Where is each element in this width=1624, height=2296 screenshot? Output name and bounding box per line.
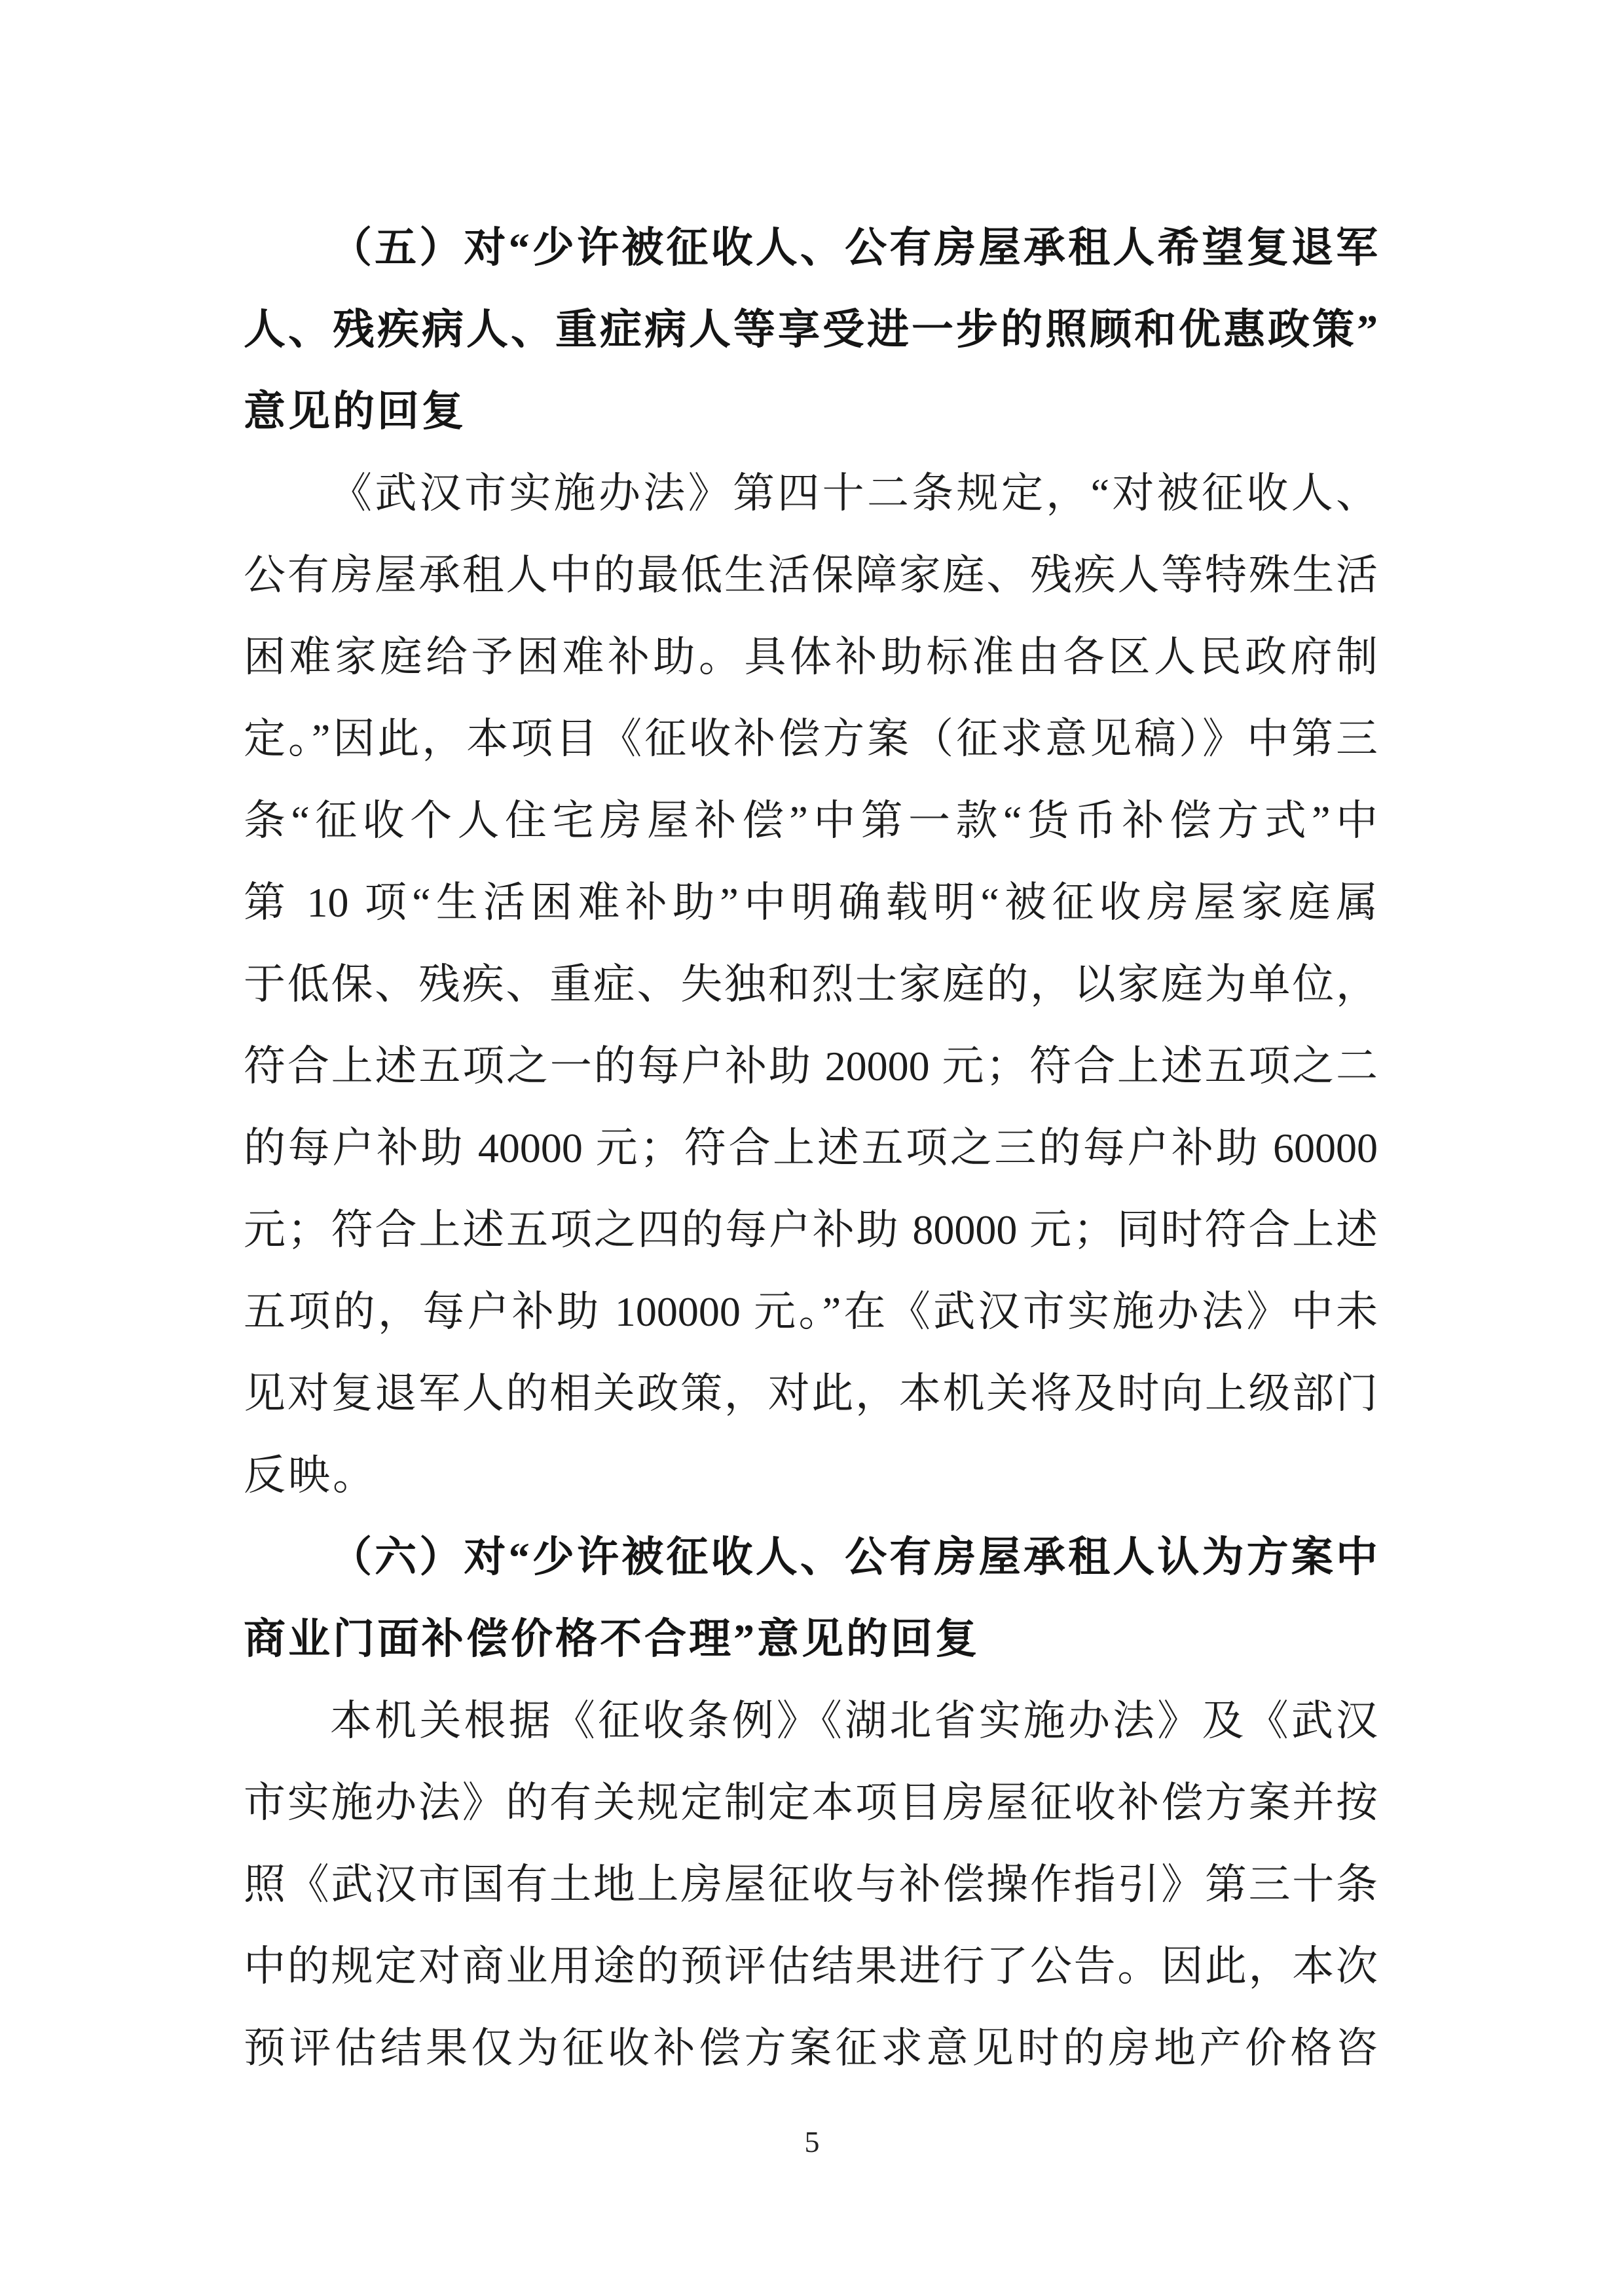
section-6-heading-line: （六）对“少许被征收人、公有房屋承租人认为方案中: [330, 1534, 1378, 1580]
paragraph-line: 符合上述五项之一的每户补助 20000 元；符合上述五项之二: [244, 1043, 1378, 1089]
section-6-heading-line: 商业门面补偿价格不合理”意见的回复: [244, 1616, 980, 1662]
paragraph-line: 反映。: [244, 1452, 377, 1499]
paragraph-line: 预评估结果仅为征收补偿方案征求意见时的房地产价格咨: [244, 2025, 1378, 2071]
paragraph-line: 市实施办法》的有关规定制定本项目房屋征收补偿方案并按: [244, 1779, 1378, 1826]
section-5-heading-line: 人、残疾病人、重症病人等享受进一步的照顾和优惠政策”: [244, 306, 1378, 353]
paragraph-line: 中的规定对商业用途的预评估结果进行了公告。因此，本次: [244, 1943, 1378, 1990]
section-5-heading-line: 意见的回复: [244, 388, 466, 435]
paragraph-line: 的每户补助 40000 元；符合上述五项之三的每户补助 60000: [244, 1125, 1378, 1171]
paragraph-line: 公有房屋承租人中的最低生活保障家庭、残疾人等特殊生活: [244, 552, 1378, 598]
paragraph-line: 元；符合上述五项之四的每户补助 80000 元；同时符合上述: [244, 1207, 1378, 1253]
page-number: 5: [804, 2125, 820, 2159]
paragraph-line: 五项的，每户补助 100000 元。”在《武汉市实施办法》中未: [244, 1288, 1378, 1335]
paragraph-line: 照《武汉市国有土地上房屋征收与补偿操作指引》第三十条: [244, 1861, 1378, 1908]
section-5-heading-line: （五）对“少许被征收人、公有房屋承租人希望复退军: [330, 225, 1378, 271]
paragraph-line: 困难家庭给予困难补助。具体补助标准由各区人民政府制: [244, 634, 1378, 680]
paragraph-line: 本机关根据《征收条例》《湖北省实施办法》及《武汉: [330, 1698, 1378, 1744]
paragraph-line: 定。”因此，本项目《征收补偿方案（征求意见稿）》中第三: [244, 716, 1378, 762]
document-body: [244, 207, 1378, 2089]
paragraph-line: 第 10 项“生活困难补助”中明确载明“被征收房屋家庭属: [244, 879, 1378, 926]
paragraph-line: 条“征收个人住宅房屋补偿”中第一款“货币补偿方式”中: [244, 797, 1378, 844]
paragraph-line: 见对复退军人的相关政策，对此，本机关将及时向上级部门: [244, 1370, 1378, 1417]
paragraph-line: 于低保、残疾、重症、失独和烈士家庭的，以家庭为单位，: [244, 961, 1378, 1008]
paragraph-line: 《武汉市实施办法》第四十二条规定，“对被征收人、: [330, 470, 1378, 517]
